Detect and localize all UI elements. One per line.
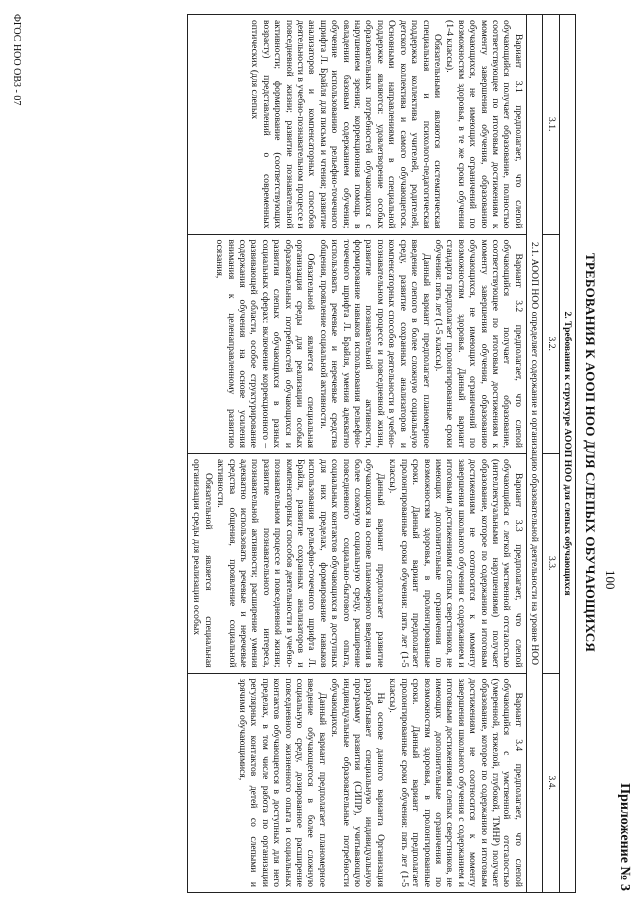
variant-3-1-cell xyxy=(188,15,527,235)
page-footer: ФГОС НОО ОВЗ - 07 xyxy=(11,14,22,106)
variant-3-3-paragraph: Вариант 3.3 предполагает, что слепой обучающийся с легкой умственной отсталостью (интеллектуальными нарушениями) получает образование, которое по содержанию и итоговым достижениям не соотносится к моменту завершения школьного обучения с содержанием и итоговыми достижениями слепых сверстников, не имеющих дополнительные ограничения по возможностям здоровья, в пролонгированные сроки. Данный вариант предполагает пролонгированные сроки обучения: пять лет (1-5 классы). xyxy=(387,459,524,668)
subsection-row xyxy=(526,15,542,893)
variant-3-2-cell xyxy=(188,234,527,454)
variant-3-3-paragraph: Обязательной является специальная организация среды для реализации особых xyxy=(191,459,214,668)
variant-3-3-paragraph: Данный вариант предполагает развитие обучающихся на основе планомерного введения в более сложную социальную среду, расширение повседневного социально-бытового опыта, социальных контактов обучающихся в доступных для них пределах, формирование навыков использования рельефно-точечного шрифта Л. Брайля, развитие сохранных анализаторов и компенсаторных способов деятельности в учебно-познавательном процессе и повседневной жизни; развитие познавательного интереса, познавательной активности; расширение умения адекватно использовать речевые и неречевые средства общения, проявление социальной активности. xyxy=(215,459,386,668)
variant-3-4-paragraph: Вариант 3.4 предполагает, что слепой обучающийся с умственной отсталостью (умеренной, тяжелой, глубокой, ТМНР) получает образование, которое по содержанию и итоговым достижениям не соотносится к моменту завершения школьного обучения с содержанием и итоговыми достижениями слепых сверстников, не имеющих дополнительные ограничения по возможностям здоровья, в пролонгированные сроки. Данный вариант предполагает пролонгированные сроки обучения: пять лет (1-5 классы). xyxy=(387,678,524,887)
appendix-label: Приложение № 3 xyxy=(617,783,632,891)
variant-3-4-paragraph: Данный вариант предполагает планомерное введение обучающегося в более сложную социальную среду, дозированное расширение повседневного жизненного опыта и социальных контактов обучающегося в доступных для него пределах, в том числе работа по организации регулярных контактов детей со слепыми и зрячими обучающимися, xyxy=(237,678,328,887)
section-heading: 2. Требования к структуре АООП НОО для слепых обучающихся xyxy=(559,15,575,893)
subsection-heading: 2.1. АООП НОО определяет содержание и организацию образовательной деятельности на уровне НОО xyxy=(526,15,542,893)
content-row xyxy=(188,15,527,893)
column-header-3-1: 3.1. xyxy=(543,15,559,235)
column-header-3-2: 3.2. xyxy=(543,234,559,454)
column-header-3-4: 3.4. xyxy=(543,673,559,893)
variant-3-2-paragraph: Обязательной является специальная организация среды для реализации особых образовательных потребностей обучающихся и развития слепых обучающихся в разных социальных сферах: включение коррекционного – развивающей области, особое структурирование содержания обучения на основе усиления внимания к целенаправленному развитию осязания, xyxy=(214,239,317,448)
variant-3-1-paragraph: Обязательными являются систематическая специальная и психолого-педагогическая поддержка коллектива учителей, родителей, детского коллектива и самого обучающегося. Основными направлениями в специальной поддержке являются: удовлетворение особых образовательных потребностей обучающихся с нарушением зрения; коррекционная помощь в овладении базовым содержанием обучения; обучение использованию рельефно-точечного шрифта Л. Брайля для письма и чтения; развитие анализаторов и компенсаторных способов деятельности в учебно-познавательном процессе и повседневной жизни; развитие познавательной активности; формирование (соответствующих возрасту) представлений о современных оптических (для слепых xyxy=(249,20,443,229)
column-header-3-3: 3.3. xyxy=(543,454,559,674)
section-row xyxy=(559,15,575,893)
variant-3-1-paragraph: Вариант 3.1 предполагает, что слепой обучающийся получает образование, полностью соответствующее по итоговым достижениям к моменту завершения обучения, образованию обучающихся, не имеющих ограничений по возможностям здоровья, в те же сроки обучения (1-4 классы). xyxy=(444,20,524,229)
page-number: 100 xyxy=(603,570,618,590)
variant-3-2-paragraph: Вариант 3.2 предполагает, что слепой обучающийся получает образование, соответствующее по итоговым достижениям к моменту завершения обучения, образованию обучающихся, не имеющих ограничений по возможностям здоровья. Данный вариант стандарта предполагает пролонгированные сроки обучения: пять лет (1-5 классы). xyxy=(432,239,524,448)
requirements-table xyxy=(187,14,576,893)
page-title: ТРЕБОВАНИЯ К АООП НОО ДЛЯ СЛЕПЫХ ОБУЧАЮЩИХСЯ xyxy=(583,252,598,652)
variant-3-2-paragraph: Данный вариант предполагает планомерное введение слепого в более сложную социальную среду, развитие сохранных анализаторов и компенсаторных способов деятельности в учебно-познавательном процессе и повседневной жизни, развитие познавательной активности, формирование навыков использования рельефно-точечного шрифта Л. Брайля, умения адекватно использовать речевые и неречевые средства общения, проявление социальной активности. xyxy=(317,239,432,448)
column-header-row xyxy=(543,15,559,893)
variant-3-4-paragraph: На основе данного варианта Организация разрабатывает специальную индивидуальную программу развития (СИПР), учитывающую индивидуальные образовательные потребности обучающихся. xyxy=(329,678,386,887)
variant-3-4-cell xyxy=(188,673,527,893)
variant-3-3-cell xyxy=(188,454,527,674)
